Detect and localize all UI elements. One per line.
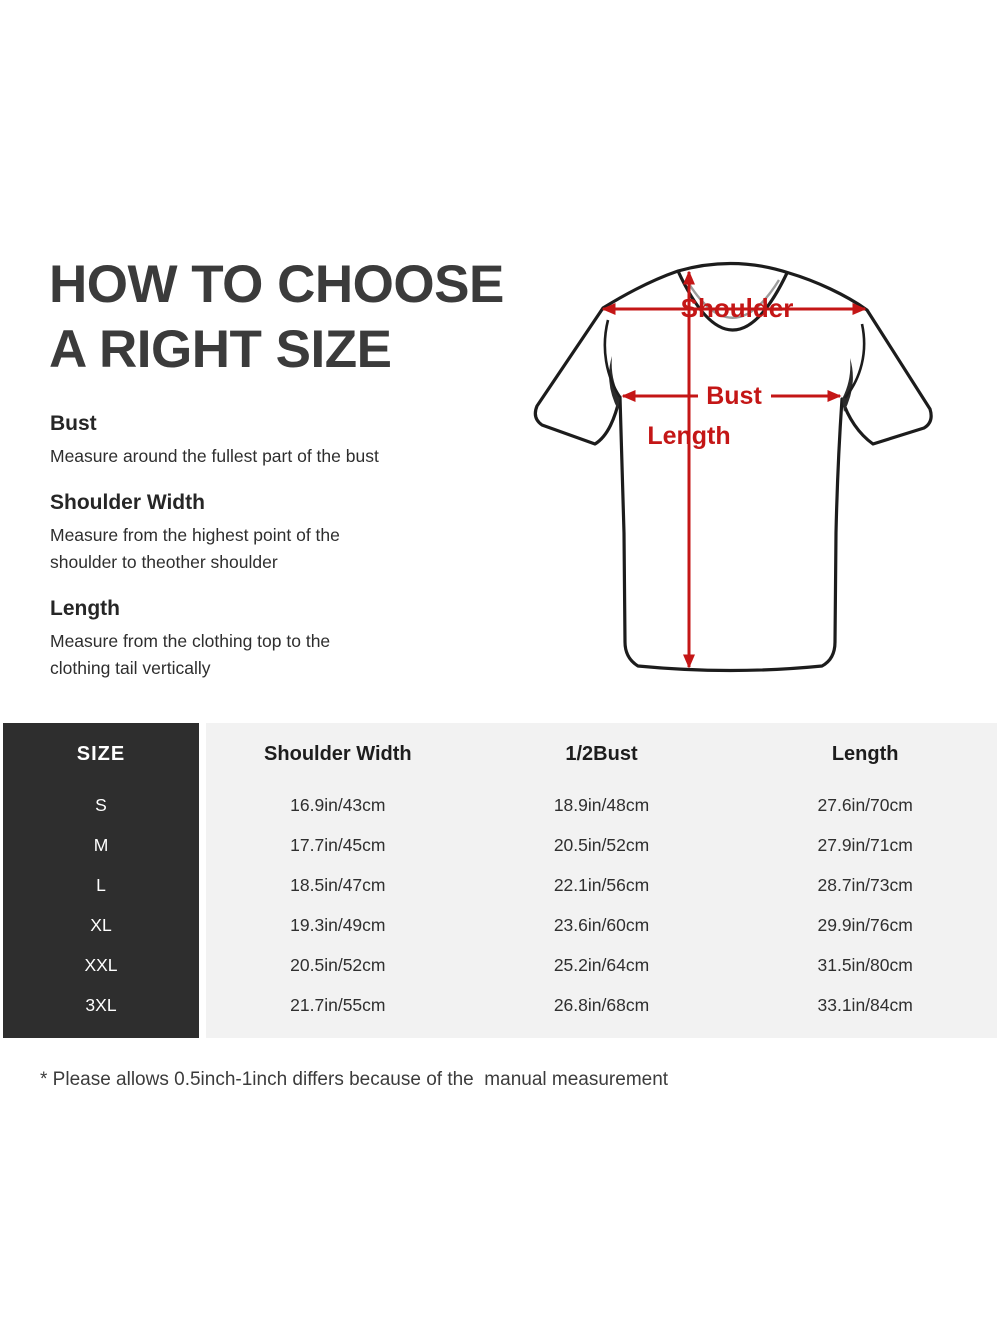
length-value: 27.6in/70cm [817,794,913,815]
tshirt-measurement-diagram [528,238,970,700]
half-bust-value: 25.2in/64cm [553,954,650,975]
header-size: SIZE [76,742,126,765]
table-row-xxl [3,945,997,985]
shoulder-value: 18.5in/47cm [290,874,386,895]
guide-shoulder-desc-line1: Measure from the highest point of the [50,525,340,545]
table-row-xl [3,905,997,945]
guide-bust-desc: Measure around the fullest part of the bust [50,446,379,466]
header-half-bust: 1/2Bust [565,742,638,765]
size-label: XXL [84,954,118,975]
length-value: 28.7in/73cm [817,874,913,895]
length-value: 33.1in/84cm [817,994,913,1015]
size-label: L [96,874,106,895]
guide-shoulder-width [50,491,520,576]
bust-arrow-label: Bust [706,382,762,410]
shoulder-value: 16.9in/43cm [290,794,386,815]
guide-bust-title: Bust [50,412,97,435]
shoulder-arrow-label: Shoulder [680,293,794,323]
half-bust-value: 18.9in/48cm [553,794,650,815]
size-label: M [93,834,109,855]
measurement-guide [50,412,520,703]
shoulder-value: 20.5in/52cm [290,954,386,975]
page-title-line2: A RIGHT SIZE [49,320,392,379]
table-row-s [3,785,997,825]
length-value: 27.9in/71cm [817,834,913,855]
page-title [49,252,504,382]
size-table-grid [3,723,997,1038]
shoulder-value: 21.7in/55cm [290,994,386,1015]
measurement-disclaimer: * Please allows 0.5inch-1inch differs because of the manual measurement [40,1069,669,1090]
size-label: 3XL [85,994,117,1015]
half-bust-value: 22.1in/56cm [553,874,650,895]
guide-bust [50,412,520,470]
guide-shoulder-title: Shoulder Width [50,491,205,514]
length-arrow-label: Length [647,422,731,450]
size-label: S [95,794,107,815]
half-bust-value: 20.5in/52cm [553,834,650,855]
guide-length-desc-line2: clothing tail vertically [50,658,211,678]
length-value: 31.5in/80cm [817,954,913,975]
shoulder-value: 17.7in/45cm [290,834,386,855]
half-bust-value: 23.6in/60cm [553,914,650,935]
page-title-line1: HOW TO CHOOSE [49,255,504,314]
table-header-row [3,723,997,785]
table-row-3xl [3,985,997,1025]
header-length: Length [831,742,899,765]
table-row-m [3,825,997,865]
tshirt-outline [535,263,931,670]
half-bust-value: 26.8in/68cm [553,994,650,1015]
shoulder-value: 19.3in/49cm [290,914,386,935]
length-value: 29.9in/76cm [817,914,913,935]
guide-length-title: Length [50,597,120,620]
size-label: XL [90,914,112,935]
size-table [3,723,997,1038]
tshirt-diagram-icon [528,238,970,700]
table-row-l [3,865,997,905]
header-shoulder-width: Shoulder Width [264,742,412,765]
guide-shoulder-desc-line2: shoulder to theother shoulder [50,552,278,572]
guide-length-desc-line1: Measure from the clothing top to the [50,631,331,651]
guide-length [50,597,520,682]
